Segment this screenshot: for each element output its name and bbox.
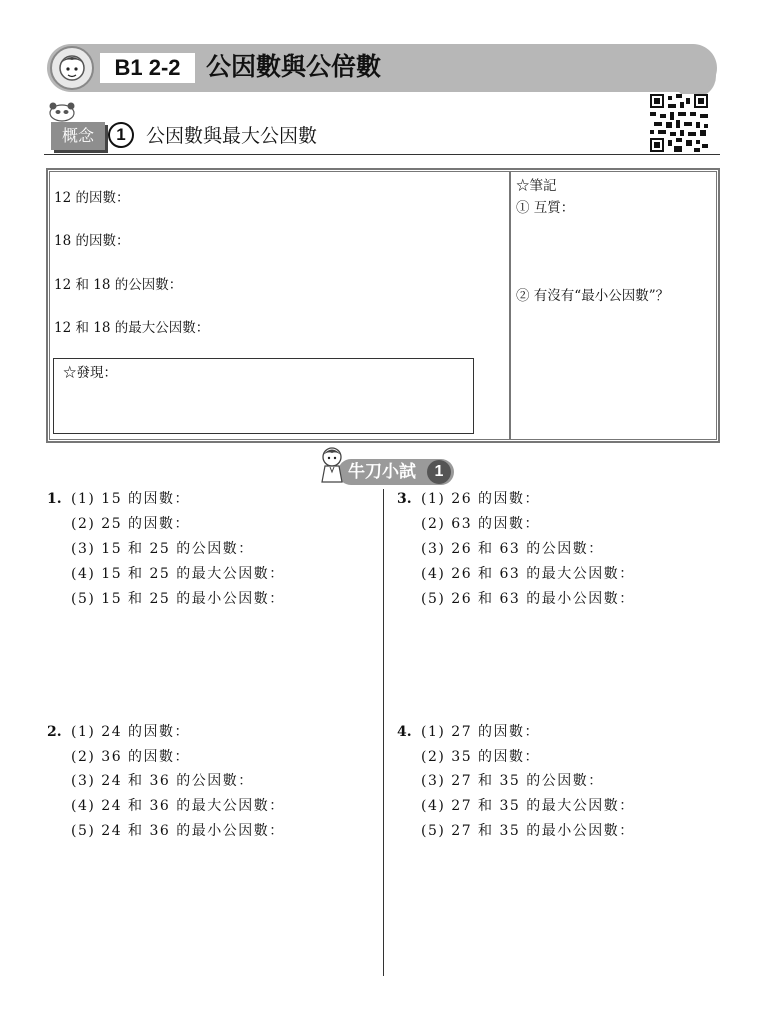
discover-label: ☆發現： [63, 365, 117, 381]
question-item: (3) 24 和 36 的公因數： [71, 773, 254, 789]
question-item: (1) 15 的因數： [71, 491, 191, 507]
column-divider [383, 489, 384, 976]
question-item: (5) 24 和 36 的最小公因數： [71, 823, 285, 839]
student-icon [318, 446, 346, 486]
divider [44, 154, 720, 155]
question-number: 2. [47, 724, 62, 740]
memo-least-common-factor: ② 有沒有“最小公因數”？ [516, 288, 670, 304]
question-item: (5) 26 和 63 的最小公因數： [421, 591, 635, 607]
gcd-line: 12 和 18 的最大公因數： [54, 320, 210, 336]
page-title: 公因數與公倍數 [206, 52, 382, 81]
question-number: 1. [47, 491, 62, 507]
concept-tag: 概念 [51, 122, 105, 150]
notes-table-divider [509, 171, 511, 440]
question-item: (2) 35 的因數： [421, 749, 541, 765]
factor-line-12: 12 的因數： [54, 190, 130, 206]
panda-icon [47, 100, 77, 122]
lesson-code: B1 2-2 [100, 53, 195, 83]
factor-line-18: 18 的因數： [54, 233, 130, 249]
common-factor-line: 12 和 18 的公因數： [54, 277, 183, 293]
question-item: (5) 15 和 25 的最小公因數： [71, 591, 285, 607]
question-number: 4. [397, 724, 412, 740]
question-item: (1) 27 的因數： [421, 724, 541, 740]
question-item: (3) 26 和 63 的公因數： [421, 541, 604, 557]
question-item: (1) 24 的因數： [71, 724, 191, 740]
question-item: (2) 25 的因數： [71, 516, 191, 532]
memo-coprime: ① 互質： [516, 200, 575, 216]
question-item: (3) 15 和 25 的公因數： [71, 541, 254, 557]
mascot-logo-icon [50, 46, 94, 90]
question-item: (2) 63 的因數： [421, 516, 541, 532]
question-item: (4) 26 和 63 的最大公因數： [421, 566, 635, 582]
concept-number: 1 [108, 122, 134, 148]
question-item: (2) 36 的因數： [71, 749, 191, 765]
memo-title: ☆筆記 [516, 178, 557, 194]
question-item: (1) 26 的因數： [421, 491, 541, 507]
question-item: (4) 15 和 25 的最大公因數： [71, 566, 285, 582]
practice-badge-number: 1 [427, 460, 451, 484]
question-item: (4) 27 和 35 的最大公因數： [421, 798, 635, 814]
practice-badge-label: 牛刀小試 [348, 462, 416, 482]
question-item: (3) 27 和 35 的公因數： [421, 773, 604, 789]
question-item: (5) 27 和 35 的最小公因數： [421, 823, 635, 839]
question-number: 3. [397, 491, 412, 507]
qr-code-icon[interactable] [650, 94, 708, 152]
question-item: (4) 24 和 36 的最大公因數： [71, 798, 285, 814]
concept-title: 公因數與最大公因數 [146, 125, 318, 147]
